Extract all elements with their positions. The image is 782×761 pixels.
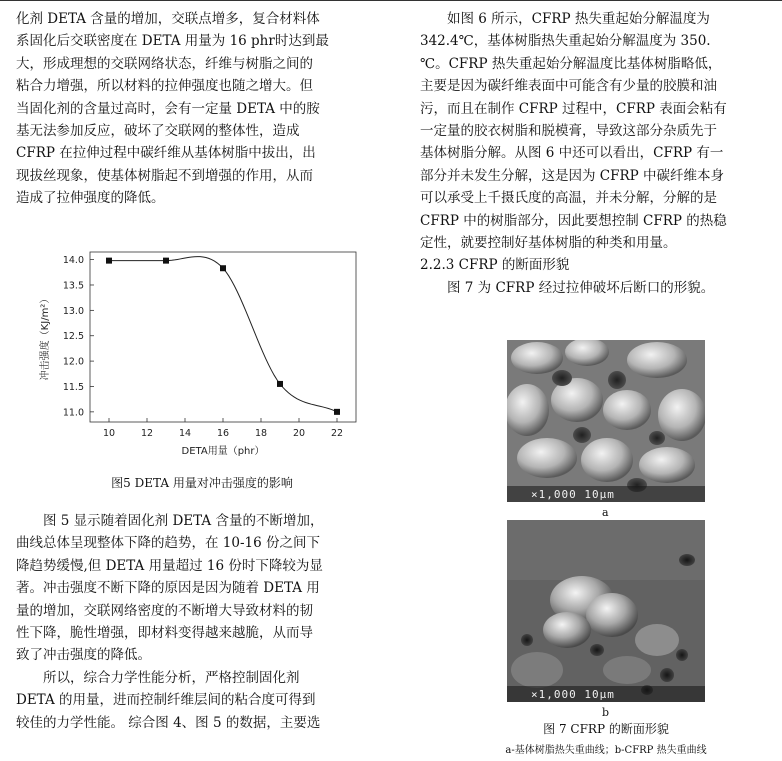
text-line: CFRP 中的树脂部分，因此要想控制 CFRP 的热稳	[420, 212, 727, 229]
top-rule	[0, 0, 782, 1]
y-tick-label: 13.5	[62, 280, 84, 292]
data-point	[277, 381, 283, 387]
y-axis-label: 冲击强度（KJ/m²）	[40, 293, 51, 381]
text-line: 较佳的力学性能。 综合图 4、图 5 的数据，主要选	[16, 714, 321, 731]
sem-texture	[507, 520, 705, 702]
left-column-bottom	[16, 510, 388, 734]
text-line: 部分并未发生分解，这是因为 CFRP 中碳纤维本身	[420, 167, 725, 184]
text-line: 造成了拉伸强度的降低。	[16, 190, 165, 207]
x-tick-label: 10	[102, 428, 116, 439]
text-line: 342.4℃，基体树脂热失重起始分解温度为 350.	[420, 33, 711, 50]
text-line: CFRP 在拉伸过程中碳纤维从基体树脂中拔出，出	[16, 145, 316, 162]
fitted-curve	[109, 257, 337, 412]
right-paragraph-1	[420, 8, 782, 254]
x-tick-label: 14	[178, 428, 192, 439]
text-line: ℃。CFRP 热失重起始分解温度比基体树脂略低，	[420, 55, 722, 72]
figure-7-subcaption: a-基体树脂热失重曲线；b-CFRP 热失重曲线	[505, 745, 707, 756]
text-line: 现拔丝现象，使基体树脂起不到增强的作用，从而	[16, 167, 313, 184]
x-tick-label: 18	[254, 428, 268, 439]
sem-scale-text: ×1,000 10μm	[531, 488, 615, 501]
x-tick-label: 20	[292, 428, 306, 439]
y-tick-label: 12.0	[62, 356, 84, 368]
x-tick-label: 12	[140, 428, 154, 439]
text-line: 基体树脂分解。从图 6 中还可以看出，CFRP 有一	[420, 145, 724, 162]
figure-7a-label: a	[602, 506, 609, 519]
text-line: 量的增加，交联网络密度的不断增大导致材料的韧	[16, 602, 313, 619]
data-point	[106, 258, 112, 264]
sem-texture	[507, 340, 705, 502]
figure-5-caption: 图5 DETA 用量对冲击强度的影响	[111, 476, 293, 490]
data-point	[334, 409, 340, 415]
text-line: 定性，就要控制好基体树脂的种类和用量。	[420, 235, 677, 252]
text-line: 粘合力增强，所以材料的拉伸强度也随之增大。但	[16, 78, 313, 95]
text-line: 曲线总体呈现整体下降的趋势，在 10-16 份之间下	[16, 535, 320, 552]
x-tick-label: 16	[216, 428, 230, 439]
section-heading: 2.2.3 CFRP 的断面形貌	[420, 257, 570, 274]
figure-5	[16, 246, 388, 506]
text-line: 可以承受上千摄氏度的高温，并未分解，分解的是	[420, 190, 717, 207]
figure-7b-label: b	[602, 706, 610, 719]
text-line: 当固化剂的含量过高时，会有一定量 DETA 中的胺	[16, 100, 320, 117]
left-paragraph-2	[16, 510, 388, 667]
text-line: 主要是因为碳纤维表面中可能含有少量的胶膜和油	[420, 78, 717, 95]
x-tick-label: 22	[330, 428, 344, 439]
text-line: 化剂 DETA 含量的增加，交联点增多，复合材料体	[16, 11, 320, 27]
x-axis-label: DETA用量（phr）	[181, 446, 265, 457]
right-paragraph-2: 图 7 为 CFRP 经过拉伸破坏后断口的形貌。	[447, 279, 715, 296]
y-tick-label: 13.0	[62, 305, 84, 317]
left-paragraph-3	[16, 667, 388, 734]
right-column	[420, 8, 782, 299]
data-point	[163, 258, 169, 264]
figure-7-caption: 图 7 CFRP 的断面形貌	[543, 722, 669, 736]
text-line: 如图 6 所示，CFRP 热失重起始分解温度为	[447, 11, 710, 27]
y-tick-label: 12.5	[62, 331, 84, 343]
text-line: 图 5 显示随着固化剂 DETA 含量的不断增加，	[43, 513, 324, 529]
y-tick-label: 11.5	[62, 381, 84, 393]
text-line: 基无法参加反应，破坏了交联网的整体性，造成	[16, 123, 300, 140]
figure-7b-sem-image	[507, 520, 705, 702]
text-line: 所以，综合力学性能分析，严格控制固化剂	[43, 669, 300, 686]
text-line: 降趋势缓慢,但 DETA 用量超过 16 份时下降较为显	[16, 557, 323, 574]
text-line: DETA 的用量，进而控制纤维层间的粘合度可得到	[16, 692, 316, 709]
text-line: 一定量的胶衣树脂和脱模膏，导致这部分杂质先于	[420, 123, 717, 140]
sem-scale-text: ×1,000 10μm	[531, 688, 615, 701]
text-line: 污，而且在制作 CFRP 过程中，CFRP 表面会粘有	[420, 100, 727, 117]
text-line: 性下降，脆性增强，即材料变得越来越脆，从而导	[16, 625, 313, 642]
text-line: 著。冲击强度不断下降的原因是因为随着 DETA 用	[16, 580, 320, 597]
figure-7a-sem-image	[507, 340, 705, 502]
text-line: 系固化后交联密度在 DETA 用量为 16 phr时达到最	[16, 33, 329, 50]
text-line: 致了冲击强度的降低。	[16, 647, 151, 664]
y-tick-label: 14.0	[62, 255, 84, 267]
impact-strength-chart	[16, 246, 388, 506]
left-paragraph-1	[16, 8, 388, 210]
plot-frame	[90, 252, 356, 422]
y-tick-label: 11.0	[62, 407, 84, 419]
left-column-top	[16, 8, 388, 210]
text-line: 大，形成理想的交联网络状态，纤维与树脂之间的	[16, 55, 313, 72]
data-point	[220, 265, 226, 271]
